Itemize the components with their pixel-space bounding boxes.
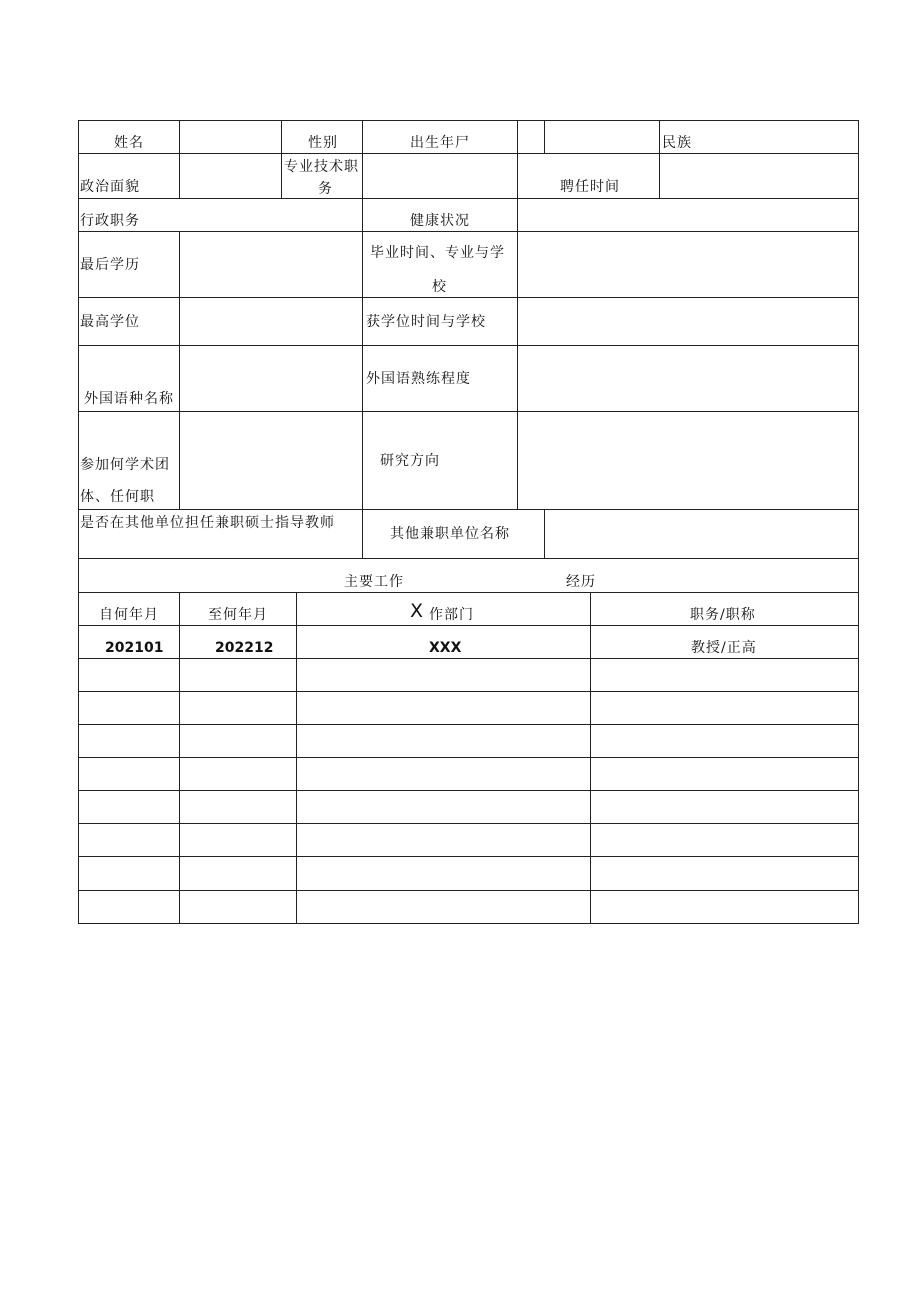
- row-dept-cell: XXX: [429, 640, 462, 656]
- ethnicity-label: 民族: [662, 135, 692, 151]
- col-post-header: 职务/职称: [690, 607, 756, 623]
- other-unit-label: 其他兼职单位名称: [390, 526, 510, 542]
- language-level-label: 外国语熟练程度: [366, 371, 471, 387]
- academic-society-label: 参加何学术团: [80, 457, 170, 473]
- foreign-language-label: 外国语种名称: [84, 391, 174, 407]
- research-direction-label: 研究方向: [380, 453, 440, 469]
- admin-post-label: 行政职务: [80, 213, 140, 229]
- row-to-cell: 202212: [215, 640, 274, 656]
- resume-form: [78, 120, 859, 924]
- col-from-header: 自何年月: [99, 607, 159, 623]
- health-label: 健康状况: [410, 213, 470, 229]
- col-dept-header-glyph: X: [410, 600, 424, 622]
- work-section-title-cont: 经历: [566, 574, 596, 590]
- name-label: 姓名: [114, 135, 144, 151]
- other-supervisor-label: 是否在其他单位担任兼职硕士指导教师: [80, 515, 335, 531]
- academic-society-label-cont: 体、任何职: [80, 489, 155, 505]
- row-from-cell: 202101: [105, 640, 164, 656]
- professional-title-label: 专业技术职: [284, 159, 359, 175]
- hire-time-label: 聘任时间: [560, 179, 620, 195]
- col-dept-header: 作部门: [429, 607, 474, 623]
- political-status-label: 政治面貌: [80, 179, 140, 195]
- work-section-title: 主要工作: [344, 574, 404, 590]
- graduation-info-label-cont: 校: [432, 279, 447, 295]
- degree-info-label: 获学位时间与学校: [366, 314, 486, 330]
- col-to-header: 至何年月: [208, 607, 268, 623]
- gender-label: 性别: [308, 135, 338, 151]
- professional-title-label-cont: 务: [318, 181, 333, 197]
- graduation-info-label: 毕业时间、专业与学: [370, 245, 505, 261]
- highest-degree-label: 最高学位: [80, 314, 140, 330]
- row-post-cell: 教授/正高: [691, 640, 757, 656]
- last-education-label: 最后学历: [80, 257, 140, 273]
- birth-date-label: 出生年尸: [410, 135, 470, 151]
